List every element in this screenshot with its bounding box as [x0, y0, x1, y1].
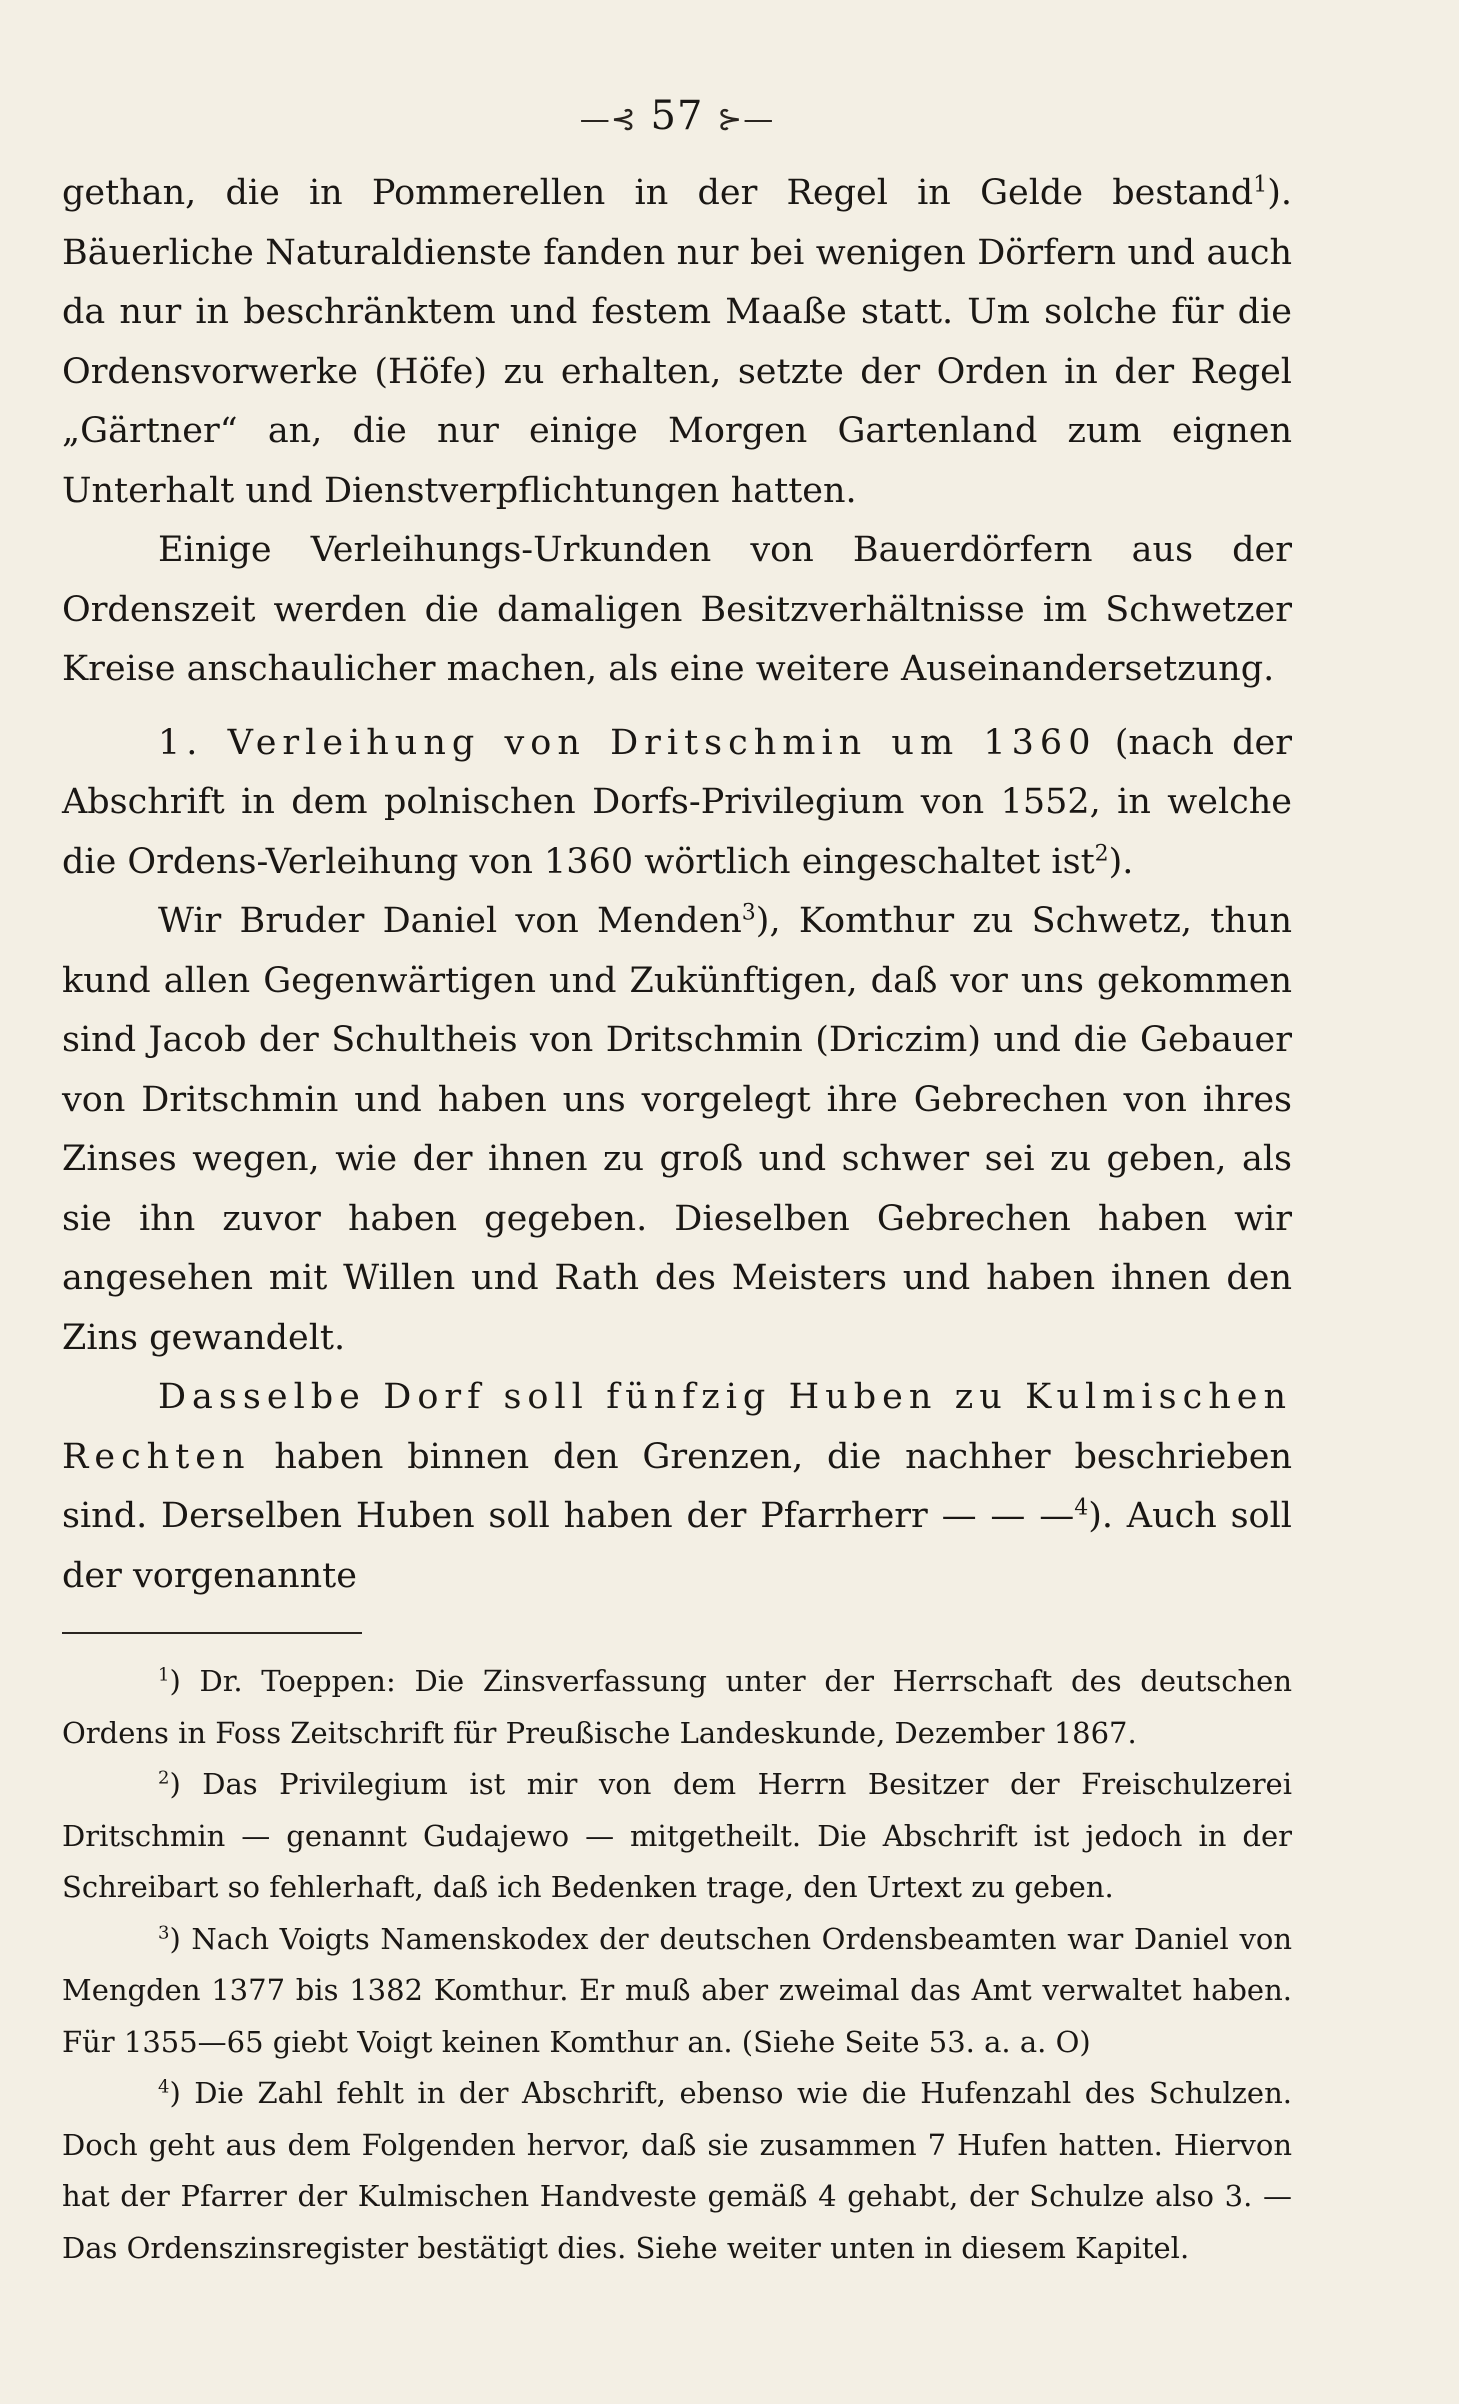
- section-heading-dritschmin: 1. Verleihung von Dritschmin um 1360: [158, 722, 1097, 763]
- page-number: 57: [650, 93, 704, 139]
- left-ornament: —⊰: [579, 102, 637, 137]
- paragraph-2: Einige Verleihungs-Urkunden von Bauerdörfern aus der Ordenszeit werden die damaligen Besitzverhältnisse im Schwetzer Kreise anschaulicher machen, als eine weitere Auseinandersetzung.: [62, 530, 1292, 689]
- paragraph-5: Dasselbe Dorf soll fünfzig Huben zu Kulmischen Rechten haben binnen den Grenzen, die nachher beschrieben sind. Derselben Huben soll haben der Pfarrherr — — —$^4$). Auch soll der vorgenannte: [62, 1377, 1292, 1596]
- footnote-2: $^2$) Das Privilegium ist mir von dem Herrn Besitzer der Freischulzerei Dritschmin — genannt Gudajewo — mitgetheilt. Die Abschrift ist jedoch in der Schreibart so fehlerhaft, daß ich Bedenken trage, den Urtext zu geben.: [62, 1767, 1292, 1904]
- paragraph-4: Wir Bruder Daniel von Menden$^3$), Komthur zu Schwetz, thun kund allen Gegenwärtigen und Zukünftigen, daß vor uns gekommen sind Jacob der Schultheis von Dritschmin (Driczim) und die Gebauer von Dritschmin und haben uns vorgelegt ihre Gebrechen von ihres Zinses wegen, wie der ihnen zu groß und schwer sei zu geben, als sie ihn zuvor haben gegeben. Dieselben Gebrechen haben wir angesehen mit Willen und Rath des Meisters und haben ihnen den Zins gewandelt.: [62, 900, 1292, 1358]
- footnote-ref-4: 4: [1074, 1495, 1089, 1521]
- right-ornament: ⊱—: [717, 102, 775, 137]
- page-header: [62, 88, 1292, 148]
- footnote-3: $^3$) Nach Voigts Namenskodex der deutschen Ordensbeamten war Daniel von Mengden 1377 bis 1382 Komthur. Er muß aber zweimal das Amt verwaltet haben. Für 1355—65 giebt Voigt keinen Komthur an. (Siehe Seite 53. a. a. O): [62, 1921, 1292, 2059]
- footnote-4: $^4$) Die Zahl fehlt in der Abschrift, ebenso wie die Hufenzahl des Schulzen. Doch geht aus dem Folgenden hervor, daß sie zusammen 7 Hufen hatten. Hiervon hat der Pfarrer der Kulmischen Handveste gemäß 4 gehabt, der Schulze also 3. — Das Ordenszinsregister bestätigt dies. Siehe weiter unten in diesem Kapitel.: [62, 2076, 1292, 2265]
- footnote-ref-2: 2: [1094, 840, 1109, 866]
- paragraph-1: gethan, die in Pommerellen in der Regel in Gelde bestand$^1$). Bäuerliche Naturaldienste fanden nur bei wenigen Dörfern und auch da nur in beschränktem und festem Maaße statt. Um solche für die Ordensvorwerke (Höfe) zu erhalten, setzte der Orden in der Regel „Gärtner“ an, die nur einige Morgen Gartenland zum eignen Unterhalt und Dienstverpflichtungen hatten.: [62, 172, 1292, 511]
- footnote-ref-1: 1: [1253, 172, 1268, 198]
- footnote-divider: [62, 1632, 362, 1634]
- document-page: [62, 88, 1292, 2274]
- footnote-1: $^1$) Dr. Toeppen: Die Zinsverfassung unter der Herrschaft des deutschen Ordens in Foss Zeitschrift für Preußische Landeskunde, Dezember 1867.: [62, 1664, 1292, 1750]
- footnote-ref-3: 3: [741, 900, 756, 926]
- emphasis-dasselbe-dorf: Dasselbe Dorf soll fünfzig Huben zu Kulmischen Rechten: [62, 1377, 1292, 1477]
- footnotes: [62, 1656, 1292, 2274]
- body-text: [62, 164, 1292, 1606]
- paragraph-3: 1. Verleihung von Dritschmin um 1360 (nach der Abschrift in dem polnischen Dorfs-Privilegium von 1552, in welche die Ordens-Verleihung von 1360 wörtlich eingeschaltet ist$^2$).: [62, 722, 1292, 882]
